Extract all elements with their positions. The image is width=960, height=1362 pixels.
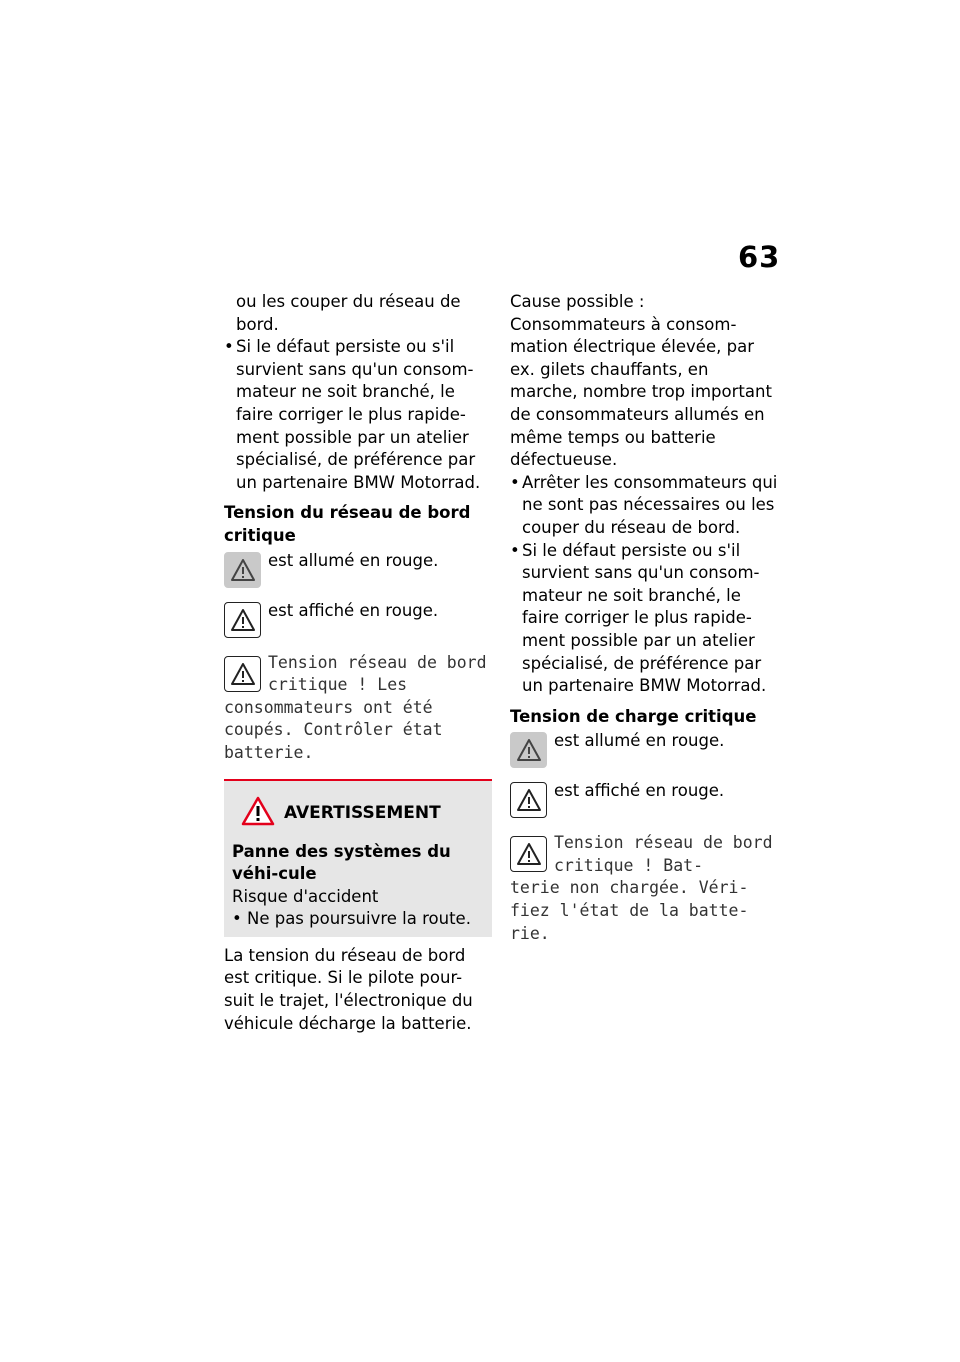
display-message — [224, 652, 497, 765]
warning-risk: Risque d'accident — [232, 886, 379, 906]
warning-subtitle: Panne des systèmes du véhi-cule — [232, 841, 451, 884]
display-message-rest: consommateurs ont été coupés. Contrôler état batterie. — [224, 697, 453, 762]
warning-action: • Ne pas poursuivre la route. — [232, 909, 471, 929]
bullet-item: • Si le défaut persiste ou s'il survient sans qu'un consom-mateur ne soit branché, le faire corriger le plus rapide-ment possible par un atelier spécialisé, de préférence par un partenaire BMW Motorrad. — [510, 540, 780, 698]
warning-triangle-outline-icon — [510, 782, 547, 818]
warning-display-icon — [510, 836, 547, 872]
bullet-item: • Arrêter les consommateurs qui ne sont pas nécessaires ou les couper du réseau de bord. — [510, 472, 780, 540]
bullet-item: • Si le défaut persiste ou s'il survient sans qu'un consom-mateur ne soit branché, le faire corriger le plus rapide-ment possible par un atelier spécialisé, de préférence par un partenaire BMW Motorrad. — [224, 336, 492, 494]
warning-box — [224, 779, 492, 937]
indicator-text: est allumé en rouge. — [554, 731, 725, 751]
closing-paragraph: La tension du réseau de bord est critique. Si le pilote pour-suit le trajet, l'électronique du véhicule décharge la batterie. — [224, 945, 473, 1033]
display-message-rest: terie non chargée. Véri-fiez l'état de la batte-rie. — [510, 878, 749, 943]
warning-title: AVERTISSEMENT — [284, 802, 441, 823]
warning-triangle-filled-icon — [510, 732, 547, 768]
indicator-row-display — [510, 780, 780, 828]
warning-triangle-filled-icon — [224, 552, 261, 588]
page-number: 63 — [738, 240, 781, 274]
display-message — [510, 832, 783, 945]
indicator-row-display — [224, 600, 492, 648]
indicator-row-lamp — [224, 550, 492, 598]
left-column — [224, 291, 497, 1035]
display-message-lead: Tension réseau de bord critique ! Les — [268, 652, 497, 695]
cause-paragraph: Cause possible : Consommateurs à consom-mation électrique élevée, par ex. gilets chauffants, en marche, nombre trop important de consommateurs allumés en même temps ou batterie défectueuse. — [510, 292, 772, 470]
warning-triangle-outline-icon — [224, 602, 261, 638]
continued-text: ou les couper du réseau de bord. — [236, 292, 461, 334]
display-message-lead: Tension réseau de bord critique ! Bat- — [554, 833, 783, 875]
warning-exclamation-icon — [240, 795, 276, 831]
indicator-text: est affiché en rouge. — [268, 600, 439, 620]
warning-display-icon — [224, 656, 261, 692]
section-heading: Tension du réseau de bord critique — [224, 503, 471, 545]
section-heading: Tension de charge critique — [510, 706, 757, 726]
right-column — [510, 291, 783, 945]
indicator-text: est allumé en rouge. — [268, 550, 439, 570]
indicator-row-lamp — [510, 730, 780, 778]
indicator-text: est affiché en rouge. — [554, 781, 725, 801]
